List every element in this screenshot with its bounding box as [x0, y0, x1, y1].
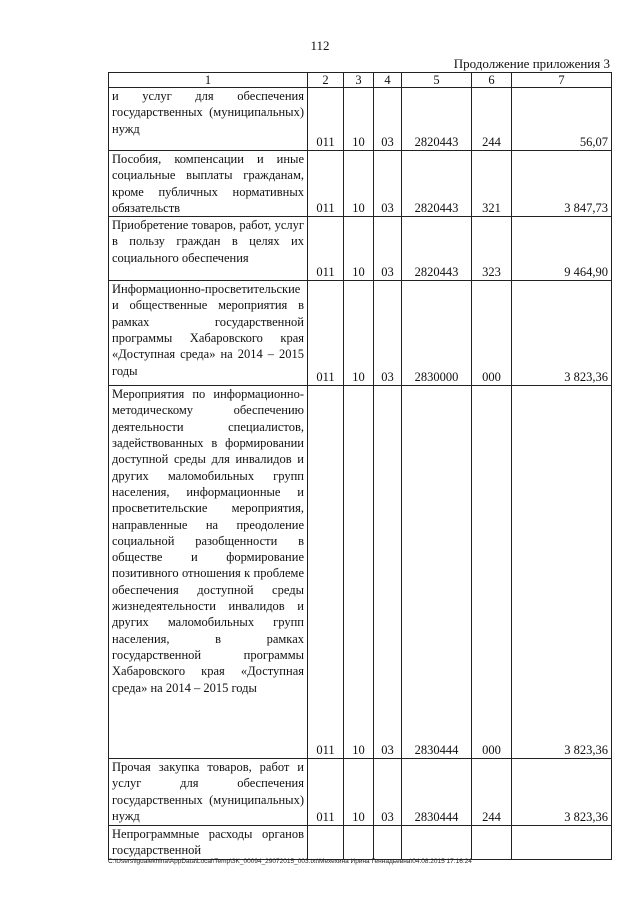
row-name: и услуг для обеспечения государственных (муниципальных) нужд: [109, 88, 308, 151]
row-expense-type: [472, 826, 512, 860]
table-row: [109, 386, 612, 759]
row-name: Непрограммные расходы органов государственной: [109, 826, 308, 860]
row-section-code: 10: [344, 281, 374, 386]
row-subsection-code: 03: [374, 88, 402, 151]
row-section-code: 10: [344, 759, 374, 826]
row-target-code: 2820443: [402, 88, 472, 151]
row-name: Информационно-просветительские и общественные мероприятия в рамках государственной программы Хабаровского края «Доступная среда» на 2014 – 2015 годы: [109, 281, 308, 386]
row-amount: 3 847,73: [512, 151, 612, 217]
row-amount: 3 823,36: [512, 759, 612, 826]
row-amount: 3 823,36: [512, 281, 612, 386]
row-target-code: 2830444: [402, 386, 472, 759]
footer-file-path: C:\Users\igualekhina\AppData\Local\Temp\3K_00094_29072015_003.txt\Мехехина Ирина Геннадьевна\04.08.2015 17:16:24: [108, 858, 472, 865]
row-ministry-code: [308, 826, 344, 860]
header-cell: 1: [109, 73, 308, 88]
row-ministry-code: 011: [308, 88, 344, 151]
row-subsection-code: 03: [374, 151, 402, 217]
row-subsection-code: 03: [374, 217, 402, 281]
row-target-code: [402, 826, 472, 860]
table-row: [109, 281, 612, 386]
row-subsection-code: 03: [374, 759, 402, 826]
row-amount: 9 464,90: [512, 217, 612, 281]
row-expense-type: 244: [472, 88, 512, 151]
row-section-code: [344, 826, 374, 860]
row-expense-type: 321: [472, 151, 512, 217]
row-amount: 56,07: [512, 88, 612, 151]
table-row: [109, 759, 612, 826]
page-number: 112: [310, 38, 330, 53]
budget-table: [108, 72, 612, 860]
table-header-row: [109, 73, 612, 88]
row-expense-type: 000: [472, 386, 512, 759]
row-target-code: 2830000: [402, 281, 472, 386]
row-section-code: 10: [344, 151, 374, 217]
row-expense-type: 244: [472, 759, 512, 826]
row-name: Прочая закупка товаров, работ и услуг для обеспечения государственных (муниципальных) нужд: [109, 759, 308, 826]
row-expense-type: 000: [472, 281, 512, 386]
row-subsection-code: 03: [374, 281, 402, 386]
header-cell: 7: [512, 73, 612, 88]
continuation-label: Продолжение приложения 3: [453, 56, 610, 71]
row-ministry-code: 011: [308, 151, 344, 217]
row-section-code: 10: [344, 386, 374, 759]
header-cell: 6: [472, 73, 512, 88]
row-subsection-code: [374, 826, 402, 860]
table-row: [109, 826, 612, 860]
row-expense-type: 323: [472, 217, 512, 281]
header-cell: 4: [374, 73, 402, 88]
row-ministry-code: 011: [308, 759, 344, 826]
row-target-code: 2820443: [402, 151, 472, 217]
header-cell: 5: [402, 73, 472, 88]
row-name: Пособия, компенсации и иные социальные выплаты гражданам, кроме публичных нормативных обязательств: [109, 151, 308, 217]
row-ministry-code: 011: [308, 217, 344, 281]
row-ministry-code: 011: [308, 281, 344, 386]
header-cell: 3: [344, 73, 374, 88]
row-amount: [512, 826, 612, 860]
table-row: [109, 88, 612, 151]
header-cell: 2: [308, 73, 344, 88]
row-target-code: 2820443: [402, 217, 472, 281]
row-amount: 3 823,36: [512, 386, 612, 759]
table-row: [109, 151, 612, 217]
row-name: Приобретение товаров, работ, услуг в пользу граждан в целях их социального обеспечения: [109, 217, 308, 281]
row-section-code: 10: [344, 217, 374, 281]
row-section-code: 10: [344, 88, 374, 151]
table-row: [109, 217, 612, 281]
row-subsection-code: 03: [374, 386, 402, 759]
row-ministry-code: 011: [308, 386, 344, 759]
row-name: Мероприятия по информационно-методическому обеспечению деятельности специалистов, задействованных в формировании доступной среды для инвалидов и других маломобильных групп населения, информационные и просветительские мероприятия, направленные на преодоление социальной разобщенности в обществе и формирование позитивного отношения к проблеме обеспечения доступной среды жизнедеятельности инвалидов и других маломобильных групп населения, в рамках государственной программы Хабаровского края «Доступная среда» на 2014 – 2015 годы: [109, 386, 308, 759]
row-target-code: 2830444: [402, 759, 472, 826]
